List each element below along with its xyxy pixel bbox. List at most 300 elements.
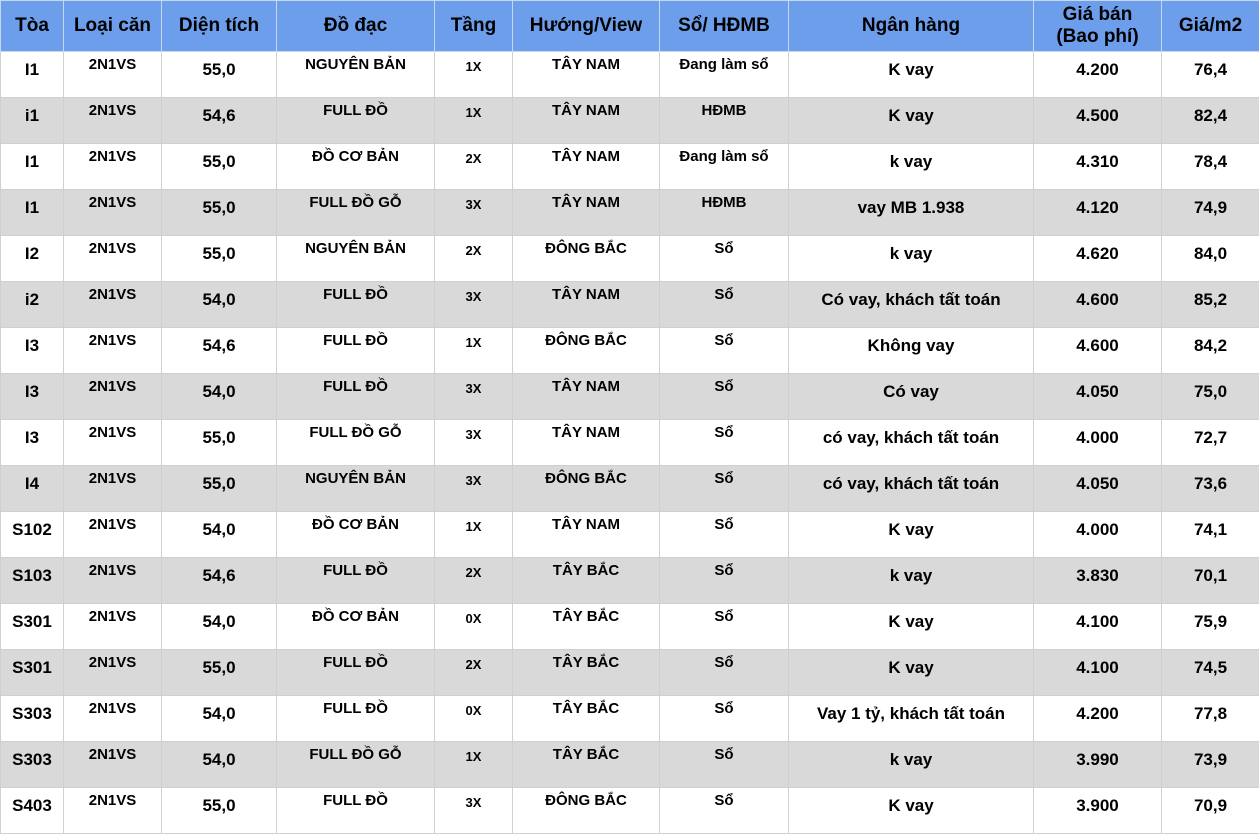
cell-tang-text: 2X	[435, 144, 512, 166]
cell-huong-view-text: ĐÔNG BẮC	[513, 788, 659, 809]
cell-tang	[435, 558, 513, 604]
cell-so-hdmb-text: Sổ	[660, 696, 788, 717]
cell-loai-can-text: 2N1VS	[64, 512, 161, 533]
cell-huong-view	[513, 466, 660, 512]
table-row	[1, 98, 1259, 144]
cell-dien-tich	[162, 236, 277, 282]
cell-toa-text: S301	[1, 650, 63, 678]
cell-gia-m2	[1162, 788, 1259, 834]
cell-tang-text: 3X	[435, 374, 512, 396]
cell-ngan-hang	[789, 328, 1034, 374]
cell-huong-view-text: TÂY BẮC	[513, 650, 659, 671]
cell-so-hdmb-text: HĐMB	[660, 190, 788, 211]
cell-toa-text: i1	[1, 98, 63, 126]
cell-dien-tich	[162, 98, 277, 144]
cell-loai-can-text: 2N1VS	[64, 558, 161, 579]
cell-tang	[435, 328, 513, 374]
cell-gia-m2-text: 74,5	[1162, 650, 1259, 678]
cell-tang	[435, 604, 513, 650]
cell-dien-tich	[162, 696, 277, 742]
cell-do-dac	[277, 374, 435, 420]
header-so-hdmb: Sổ/ HĐMB	[660, 1, 789, 52]
cell-gia-ban	[1034, 466, 1162, 512]
cell-tang	[435, 52, 513, 98]
cell-toa-text: I3	[1, 374, 63, 402]
cell-do-dac-text: ĐỒ CƠ BẢN	[277, 512, 434, 533]
cell-loai-can	[64, 282, 162, 328]
cell-gia-m2-text: 77,8	[1162, 696, 1259, 724]
cell-so-hdmb	[660, 282, 789, 328]
cell-toa	[1, 282, 64, 328]
cell-do-dac	[277, 466, 435, 512]
cell-gia-ban	[1034, 512, 1162, 558]
cell-gia-m2-text: 84,0	[1162, 236, 1259, 264]
cell-huong-view-text: ĐÔNG BẮC	[513, 466, 659, 487]
cell-huong-view	[513, 788, 660, 834]
cell-dien-tich-text: 54,0	[162, 604, 276, 632]
cell-so-hdmb	[660, 374, 789, 420]
cell-so-hdmb	[660, 144, 789, 190]
cell-dien-tich-text: 54,6	[162, 98, 276, 126]
cell-do-dac	[277, 98, 435, 144]
cell-ngan-hang-text: K vay	[789, 788, 1033, 816]
cell-dien-tich	[162, 466, 277, 512]
cell-tang	[435, 374, 513, 420]
cell-ngan-hang	[789, 420, 1034, 466]
cell-toa-text: S102	[1, 512, 63, 540]
cell-gia-ban-text: 4.600	[1034, 282, 1161, 310]
cell-huong-view	[513, 558, 660, 604]
cell-huong-view-text: TÂY NAM	[513, 144, 659, 165]
cell-tang	[435, 144, 513, 190]
cell-so-hdmb-text: HĐMB	[660, 98, 788, 119]
cell-ngan-hang	[789, 98, 1034, 144]
cell-ngan-hang-text: k vay	[789, 236, 1033, 264]
cell-huong-view-text: TÂY BẮC	[513, 696, 659, 717]
cell-ngan-hang-text: K vay	[789, 650, 1033, 678]
cell-toa	[1, 236, 64, 282]
cell-so-hdmb	[660, 604, 789, 650]
table-row	[1, 650, 1259, 696]
table-row	[1, 742, 1259, 788]
cell-toa-text: S303	[1, 696, 63, 724]
cell-loai-can	[64, 144, 162, 190]
table-row	[1, 696, 1259, 742]
cell-loai-can	[64, 788, 162, 834]
cell-gia-m2	[1162, 512, 1259, 558]
table-row	[1, 466, 1259, 512]
cell-tang	[435, 512, 513, 558]
cell-gia-ban	[1034, 696, 1162, 742]
cell-gia-ban-text: 4.000	[1034, 420, 1161, 448]
cell-dien-tich-text: 55,0	[162, 420, 276, 448]
cell-tang-text: 1X	[435, 52, 512, 74]
cell-ngan-hang	[789, 374, 1034, 420]
cell-toa-text: i2	[1, 282, 63, 310]
cell-do-dac-text: NGUYÊN BẢN	[277, 236, 434, 257]
cell-tang-text: 2X	[435, 236, 512, 258]
cell-tang-text: 3X	[435, 282, 512, 304]
cell-gia-ban-text: 4.050	[1034, 466, 1161, 494]
cell-toa	[1, 788, 64, 834]
cell-gia-m2-text: 73,6	[1162, 466, 1259, 494]
cell-gia-ban-text: 4.200	[1034, 696, 1161, 724]
cell-huong-view	[513, 144, 660, 190]
cell-gia-m2	[1162, 236, 1259, 282]
cell-huong-view	[513, 696, 660, 742]
cell-tang-text: 2X	[435, 650, 512, 672]
cell-loai-can-text: 2N1VS	[64, 742, 161, 763]
cell-gia-ban-text: 3.900	[1034, 788, 1161, 816]
header-gia-m2: Giá/m2	[1162, 1, 1259, 52]
cell-toa	[1, 742, 64, 788]
cell-gia-m2	[1162, 650, 1259, 696]
cell-loai-can-text: 2N1VS	[64, 98, 161, 119]
cell-do-dac	[277, 328, 435, 374]
cell-toa	[1, 696, 64, 742]
cell-tang-text: 0X	[435, 604, 512, 626]
cell-do-dac	[277, 144, 435, 190]
cell-loai-can	[64, 604, 162, 650]
cell-ngan-hang	[789, 282, 1034, 328]
cell-gia-ban-text: 4.000	[1034, 512, 1161, 540]
cell-huong-view	[513, 98, 660, 144]
cell-so-hdmb-text: Sổ	[660, 558, 788, 579]
cell-ngan-hang-text: k vay	[789, 144, 1033, 172]
cell-dien-tich	[162, 558, 277, 604]
cell-loai-can	[64, 52, 162, 98]
cell-do-dac	[277, 788, 435, 834]
cell-huong-view-text: TÂY NAM	[513, 52, 659, 73]
table-row	[1, 328, 1259, 374]
cell-huong-view-text: TÂY BẮC	[513, 558, 659, 579]
cell-ngan-hang	[789, 650, 1034, 696]
cell-huong-view-text: TÂY BẮC	[513, 742, 659, 763]
cell-toa	[1, 558, 64, 604]
cell-gia-ban	[1034, 190, 1162, 236]
cell-do-dac-text: FULL ĐỒ GỖ	[277, 742, 434, 763]
cell-gia-ban-text: 4.120	[1034, 190, 1161, 218]
cell-dien-tich	[162, 512, 277, 558]
cell-do-dac	[277, 420, 435, 466]
cell-gia-m2	[1162, 696, 1259, 742]
cell-ngan-hang-text: có vay, khách tất toán	[789, 466, 1033, 494]
cell-tang-text: 3X	[435, 190, 512, 212]
cell-gia-m2-text: 74,1	[1162, 512, 1259, 540]
cell-huong-view-text: TÂY NAM	[513, 190, 659, 211]
cell-dien-tich-text: 55,0	[162, 52, 276, 80]
cell-huong-view	[513, 650, 660, 696]
cell-gia-ban	[1034, 328, 1162, 374]
cell-ngan-hang-text: K vay	[789, 52, 1033, 80]
cell-loai-can-text: 2N1VS	[64, 144, 161, 165]
cell-dien-tich	[162, 144, 277, 190]
cell-loai-can-text: 2N1VS	[64, 328, 161, 349]
cell-dien-tich	[162, 788, 277, 834]
cell-toa	[1, 144, 64, 190]
cell-loai-can	[64, 236, 162, 282]
cell-ngan-hang	[789, 604, 1034, 650]
cell-tang-text: 3X	[435, 420, 512, 442]
cell-ngan-hang	[789, 144, 1034, 190]
cell-gia-m2	[1162, 374, 1259, 420]
cell-gia-ban	[1034, 742, 1162, 788]
table-row	[1, 144, 1259, 190]
cell-do-dac	[277, 696, 435, 742]
cell-gia-m2	[1162, 282, 1259, 328]
cell-do-dac	[277, 190, 435, 236]
cell-huong-view	[513, 742, 660, 788]
cell-gia-m2-text: 73,9	[1162, 742, 1259, 770]
cell-tang	[435, 696, 513, 742]
cell-loai-can	[64, 558, 162, 604]
cell-so-hdmb	[660, 512, 789, 558]
cell-so-hdmb	[660, 236, 789, 282]
cell-toa-text: I1	[1, 144, 63, 172]
cell-gia-m2-text: 76,4	[1162, 52, 1259, 80]
cell-gia-ban-text: 4.600	[1034, 328, 1161, 356]
cell-so-hdmb-text: Sổ	[660, 650, 788, 671]
cell-huong-view-text: TÂY NAM	[513, 420, 659, 441]
cell-tang-text: 0X	[435, 696, 512, 718]
cell-dien-tich-text: 55,0	[162, 236, 276, 264]
cell-so-hdmb	[660, 98, 789, 144]
header-gia-ban	[1034, 1, 1162, 52]
cell-gia-m2	[1162, 558, 1259, 604]
header-gia-ban-line1: Giá bán	[1063, 4, 1133, 25]
cell-gia-m2-text: 70,1	[1162, 558, 1259, 586]
cell-gia-m2-text: 82,4	[1162, 98, 1259, 126]
cell-gia-m2	[1162, 98, 1259, 144]
table-row	[1, 558, 1259, 604]
cell-dien-tich	[162, 650, 277, 696]
cell-huong-view-text: ĐÔNG BẮC	[513, 236, 659, 257]
cell-tang-text: 3X	[435, 466, 512, 488]
cell-do-dac-text: NGUYÊN BẢN	[277, 52, 434, 73]
cell-dien-tich-text: 55,0	[162, 190, 276, 218]
cell-huong-view	[513, 236, 660, 282]
cell-gia-ban-text: 4.200	[1034, 52, 1161, 80]
cell-loai-can-text: 2N1VS	[64, 282, 161, 303]
cell-do-dac	[277, 282, 435, 328]
cell-ngan-hang-text: Có vay, khách tất toán	[789, 282, 1033, 310]
cell-toa	[1, 98, 64, 144]
cell-tang	[435, 190, 513, 236]
cell-toa	[1, 374, 64, 420]
cell-so-hdmb-text: Sổ	[660, 604, 788, 625]
cell-tang-text: 1X	[435, 742, 512, 764]
cell-huong-view	[513, 374, 660, 420]
cell-so-hdmb	[660, 742, 789, 788]
cell-tang	[435, 236, 513, 282]
table-row	[1, 190, 1259, 236]
cell-gia-ban	[1034, 788, 1162, 834]
cell-ngan-hang-text: K vay	[789, 604, 1033, 632]
header-gia-ban-line2: (Bao phí)	[1056, 26, 1138, 47]
cell-toa	[1, 420, 64, 466]
cell-ngan-hang	[789, 52, 1034, 98]
cell-dien-tich-text: 54,0	[162, 374, 276, 402]
cell-gia-m2-text: 74,9	[1162, 190, 1259, 218]
cell-do-dac-text: ĐỒ CƠ BẢN	[277, 144, 434, 165]
cell-gia-ban	[1034, 650, 1162, 696]
cell-toa	[1, 52, 64, 98]
header-toa: Tòa	[1, 1, 64, 52]
cell-toa	[1, 466, 64, 512]
cell-huong-view	[513, 52, 660, 98]
cell-do-dac	[277, 52, 435, 98]
cell-do-dac-text: FULL ĐỒ	[277, 558, 434, 579]
cell-ngan-hang-text: K vay	[789, 98, 1033, 126]
cell-gia-ban	[1034, 236, 1162, 282]
cell-so-hdmb-text: Đang làm sổ	[660, 52, 788, 73]
cell-gia-ban	[1034, 420, 1162, 466]
cell-gia-m2-text: 72,7	[1162, 420, 1259, 448]
cell-toa-text: S301	[1, 604, 63, 632]
cell-huong-view	[513, 512, 660, 558]
cell-dien-tich-text: 55,0	[162, 650, 276, 678]
cell-loai-can-text: 2N1VS	[64, 788, 161, 809]
cell-gia-ban	[1034, 604, 1162, 650]
cell-ngan-hang	[789, 742, 1034, 788]
table-row	[1, 512, 1259, 558]
cell-toa-text: S303	[1, 742, 63, 770]
cell-tang	[435, 650, 513, 696]
cell-ngan-hang-text: k vay	[789, 558, 1033, 586]
header-do-dac: Đồ đạc	[277, 1, 435, 52]
cell-do-dac-text: FULL ĐỒ	[277, 282, 434, 303]
cell-tang	[435, 98, 513, 144]
cell-gia-ban	[1034, 144, 1162, 190]
cell-loai-can-text: 2N1VS	[64, 650, 161, 671]
cell-so-hdmb-text: Sổ	[660, 788, 788, 809]
cell-dien-tich-text: 54,0	[162, 742, 276, 770]
cell-tang-text: 1X	[435, 512, 512, 534]
cell-do-dac-text: FULL ĐỒ	[277, 696, 434, 717]
cell-huong-view-text: TÂY BẮC	[513, 604, 659, 625]
cell-so-hdmb	[660, 328, 789, 374]
cell-do-dac	[277, 650, 435, 696]
cell-loai-can	[64, 466, 162, 512]
header-huong-view: Hướng/View	[513, 1, 660, 52]
cell-dien-tich	[162, 604, 277, 650]
cell-loai-can	[64, 98, 162, 144]
cell-gia-ban	[1034, 282, 1162, 328]
cell-do-dac	[277, 604, 435, 650]
cell-dien-tich-text: 54,0	[162, 696, 276, 724]
cell-loai-can-text: 2N1VS	[64, 696, 161, 717]
cell-dien-tich-text: 55,0	[162, 144, 276, 172]
header-loai-can: Loại căn	[64, 1, 162, 52]
cell-so-hdmb	[660, 420, 789, 466]
cell-do-dac-text: NGUYÊN BẢN	[277, 466, 434, 487]
cell-dien-tich-text: 55,0	[162, 788, 276, 816]
cell-tang-text: 3X	[435, 788, 512, 810]
cell-tang	[435, 788, 513, 834]
cell-gia-m2	[1162, 144, 1259, 190]
table-row	[1, 604, 1259, 650]
cell-loai-can-text: 2N1VS	[64, 466, 161, 487]
cell-ngan-hang-text: K vay	[789, 512, 1033, 540]
cell-gia-m2	[1162, 466, 1259, 512]
cell-do-dac-text: FULL ĐỒ	[277, 374, 434, 395]
cell-huong-view	[513, 282, 660, 328]
cell-toa-text: S103	[1, 558, 63, 586]
cell-toa	[1, 604, 64, 650]
cell-loai-can	[64, 742, 162, 788]
cell-huong-view-text: ĐÔNG BẮC	[513, 328, 659, 349]
cell-do-dac-text: FULL ĐỒ GỖ	[277, 420, 434, 441]
cell-gia-ban-text: 4.310	[1034, 144, 1161, 172]
cell-dien-tich-text: 54,0	[162, 282, 276, 310]
cell-ngan-hang	[789, 512, 1034, 558]
cell-do-dac-text: FULL ĐỒ	[277, 328, 434, 349]
cell-toa-text: S403	[1, 788, 63, 816]
cell-toa-text: I4	[1, 466, 63, 494]
cell-loai-can-text: 2N1VS	[64, 420, 161, 441]
cell-huong-view-text: TÂY NAM	[513, 512, 659, 533]
cell-gia-ban	[1034, 52, 1162, 98]
cell-loai-can	[64, 650, 162, 696]
cell-loai-can	[64, 190, 162, 236]
cell-so-hdmb	[660, 558, 789, 604]
cell-dien-tich-text: 54,0	[162, 512, 276, 540]
cell-huong-view	[513, 190, 660, 236]
cell-do-dac-text: FULL ĐỒ GỖ	[277, 190, 434, 211]
table-body	[1, 52, 1259, 834]
cell-huong-view-text: TÂY NAM	[513, 374, 659, 395]
cell-tang	[435, 742, 513, 788]
cell-gia-ban-text: 4.100	[1034, 650, 1161, 678]
cell-huong-view	[513, 328, 660, 374]
cell-toa	[1, 190, 64, 236]
cell-gia-m2-text: 75,0	[1162, 374, 1259, 402]
cell-so-hdmb	[660, 466, 789, 512]
cell-loai-can-text: 2N1VS	[64, 190, 161, 211]
cell-ngan-hang-text: có vay, khách tất toán	[789, 420, 1033, 448]
cell-ngan-hang	[789, 558, 1034, 604]
cell-so-hdmb-text: Sổ	[660, 374, 788, 395]
cell-ngan-hang	[789, 696, 1034, 742]
table-row	[1, 52, 1259, 98]
cell-dien-tich-text: 54,6	[162, 328, 276, 356]
cell-dien-tich	[162, 742, 277, 788]
cell-gia-m2	[1162, 604, 1259, 650]
cell-so-hdmb	[660, 696, 789, 742]
cell-loai-can-text: 2N1VS	[64, 604, 161, 625]
cell-ngan-hang-text: Không vay	[789, 328, 1033, 356]
cell-ngan-hang-text: Vay 1 tỷ, khách tất toán	[789, 696, 1033, 724]
cell-ngan-hang	[789, 788, 1034, 834]
cell-toa	[1, 328, 64, 374]
cell-toa	[1, 650, 64, 696]
cell-so-hdmb	[660, 190, 789, 236]
cell-tang-text: 1X	[435, 328, 512, 350]
cell-loai-can-text: 2N1VS	[64, 52, 161, 73]
cell-gia-ban-text: 4.100	[1034, 604, 1161, 632]
table-row	[1, 282, 1259, 328]
cell-so-hdmb	[660, 52, 789, 98]
cell-do-dac	[277, 558, 435, 604]
cell-toa-text: I2	[1, 236, 63, 264]
table-row	[1, 374, 1259, 420]
header-dien-tich: Diện tích	[162, 1, 277, 52]
cell-dien-tich	[162, 282, 277, 328]
cell-do-dac-text: FULL ĐỒ	[277, 650, 434, 671]
cell-so-hdmb-text: Sổ	[660, 328, 788, 349]
cell-gia-ban	[1034, 558, 1162, 604]
cell-ngan-hang	[789, 236, 1034, 282]
